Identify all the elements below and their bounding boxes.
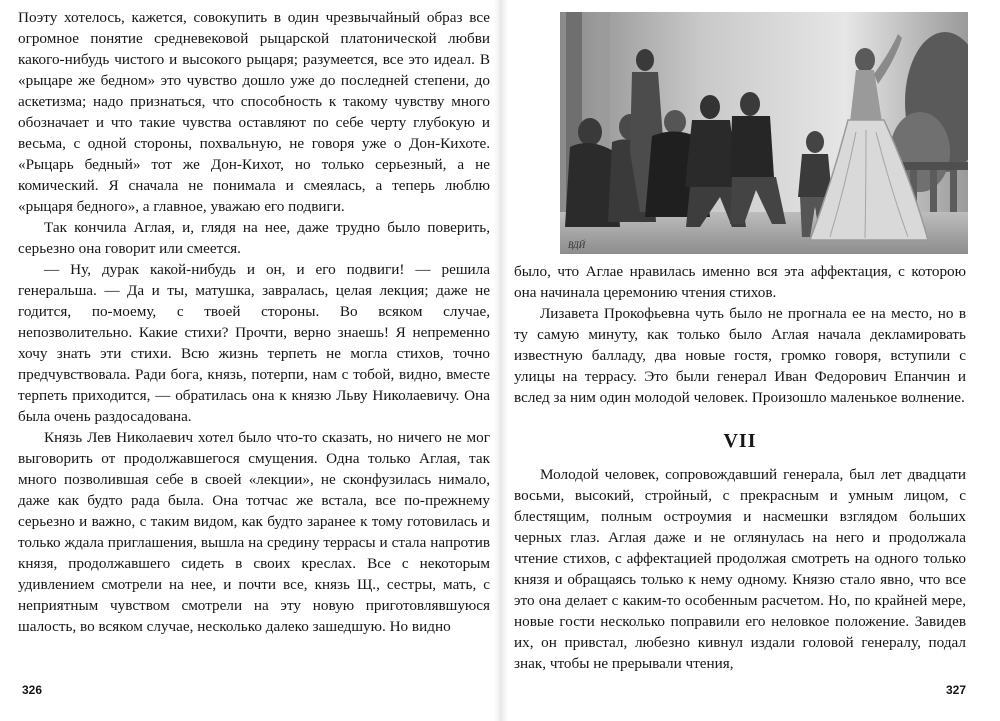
chapter-heading: VII bbox=[723, 430, 757, 452]
left-paragraph-4: Князь Лев Николаевич хотел было что-то сказать, но ничего не мог выговорить от продолжавшегося смущения. Одна только Аглая, так много позволившая себе в своей «лекции», не сконфузилась нимало, даже как будто рада была. Она тотчас же встала, все по-прежнему серьезно и важно, с таким видом, как будто заранее к тому готовилась и только ждала приглашения, вышла на средину террасы и стала напротив князя, продолжавшего сидеть в своих креслах. Все с некоторым удивлением смотрели на нее, и почти все, князь Щ., сестры, мать, с неприятным чувством смотрели на эту новую приготовлявшуюся шалость, во всяком случае, несколько далеко зашедшую. Но видно bbox=[18, 429, 490, 635]
page-number-left: 326 bbox=[22, 683, 43, 697]
right-page-text-bottom bbox=[514, 464, 966, 674]
left-page-text bbox=[18, 7, 490, 637]
left-paragraph-1: Поэту хотелось, кажется, совокупить в один чрезвычайный образ все огромное понятие средневековой рыцарской платонической любви какого-нибудь чистого и высокого рыцаря; разумеется, все это идеал. В «рыцаре же бедном» это чувство дошло уже до последней степени, до аскетизма; надо признаться, что способность к такому чувству много обозначает и что такие чувства оставляют по себе черту глубокую и весьма, с одной стороны, похвальную, не говоря уже о Дон-Кихоте. «Рыцарь бедный» тот же Дон-Кихот, но только серьезный, а не комический. Я сначала не понимала и смеялась, а теперь люблю «рыцаря бедного», а главное, уважаю его подвиги. bbox=[18, 9, 490, 215]
illustration bbox=[560, 12, 968, 254]
book-gutter bbox=[494, 0, 508, 721]
right-paragraph-2: Лизавета Прокофьевна чуть было не прогнала ее на место, но в ту самую минуту, как только было Аглая начала декламировать известную балладу, два новые гостя, громко говоря, вступили с улицы на террасу. Это были генерал Иван Федорович Епанчин и вслед за ним один молодой человек. Произошло маленькое волнение. bbox=[514, 305, 966, 406]
left-paragraph-3: — Ну, дурак какой-нибудь и он, и его подвиги! — решила генеральша. — Да и ты, матушка, завралась, целая лекция; даже не годится, по-моему, с твоей стороны. Во всяком случае, непозволительно. Какие стихи? Прочти, верно знаешь! Я непременно хочу знать эти стихи. Всю жизнь терпеть не могла стихов, точно предчувствовала. Ради бога, князь, потерпи, нам с тобой, видно, вместе терпеть приходится, — обратилась она к князю Льву Николаевичу. Она была очень раздосадована. bbox=[18, 261, 490, 425]
right-paragraph-3: Молодой человек, сопровождавший генерала, был лет двадцати восьми, высокий, стройный, с прекрасным и умным лицом, с блестящим, полным остроумия и насмешки взглядом больших черных глаз. Аглая даже и не оглянулась на него и продолжала чтение стихов, с аффектацией продолжая смотреть на одного только князя и обращаясь только к нему одному. Князю стало явно, что все это она делает с каким-то особенным расчетом. Но, по крайней мере, новые гости несколько поправили его неловкое положение. Завидев их, он привстал, любезно кивнул издали головой генералу, подал знак, чтобы не прерывали чтения, bbox=[514, 466, 966, 672]
illustration-signature: ВДЙ bbox=[568, 240, 586, 250]
right-paragraph-1: было, что Аглае нравилась именно вся эта аффектация, с которою она начинала церемонию чтения стихов. bbox=[514, 263, 966, 301]
right-page-text-top bbox=[514, 261, 966, 408]
page-number-right: 327 bbox=[946, 683, 967, 697]
left-paragraph-2: Так кончила Аглая, и, глядя на нее, даже трудно было поверить, серьезно она говорит или смеется. bbox=[18, 219, 490, 257]
